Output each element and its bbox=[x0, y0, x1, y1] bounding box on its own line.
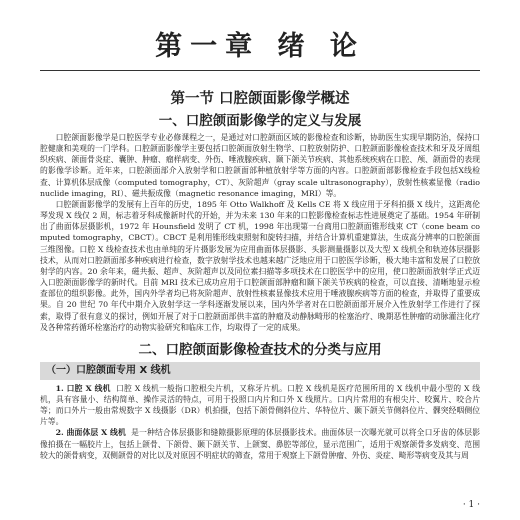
chapter-title: 第一章 绪 论 bbox=[155, 31, 365, 62]
item-2-lead: 2. 曲面体层 X 线机 bbox=[55, 428, 126, 438]
page-number: · 1 · bbox=[462, 500, 480, 510]
subsection-bar: （一）口腔颌面专用 X 线机 bbox=[40, 362, 480, 380]
paragraph-history: 口腔颌面影像学的发展有上百年的历史，1895 年 Otto Walkhoff 及 Kells CE 将 X 线应用于牙科拍摄 X 线片，这距离伦琴发现 X 线仅 2 周，标志着牙科成像新时代的开始，并为未来 130 年来的口腔影像检查标志性进展奠定了基础。1954 年研制出了曲面体层摄影机，1972 年 Hounsfield 发明了 CT 机，1998 年出现第一台商用口腔颌面锥形线束 CT（cone beam computed tomography，CBCT）。CBCT 是利用锥形线束照射和旋转扫描，并结合计算机重建算法，生成高分辨率的口腔颌面三维图像。口腔 X 线检查技术也由单纯的牙片摄影发展为应用曲面体层摄影、头影测量摄影以及大型 X 线机全和轨迹体层摄影技术，从而对口腔颌面部多种疾病进行检查，数字放射学技术也越来越广泛地应用于口腔医学诊断，极大地丰富和发展了口腔放射学的内容。20 余年来，磁共振、超声、灰阶超声以及同位素扫描等多项技术在口腔医学中的应用，使口腔颌面放射学正式迈入口腔颌面影像学的新时代。目前 MRI 技术已成功应用于口腔颌面部肿瘤和颞下颌关节疾病的检查，可以直接、清晰地显示检查部位的组织影像。此外，国内外学者均已将灰阶超声、放射性核素显像技术应用于唾液腺疾病等方面的检查，并取得了重要成果。自 20 世纪 70 年代中期介入放射学这一学科逐渐发展以来，国内外学者对在口腔颌面部开展介入性放射学工作进行了探索，取得了很有意义的探讨，例如开展了对于口腔颌面部供丰富的肿瘤及动静脉畸形的栓塞治疗、晚期恶性肿瘤的动脉灌注化疗及各种常药循环栓塞治疗的动物实验研究和临床工作，均取得了一定的成果。 bbox=[40, 199, 480, 332]
paragraph-definition: 口腔颌面影像学是口腔医学专业必修课程之一，是通过对口腔颌面区域的影像检查和诊断，协助医生实现早期防治，保持口腔健康和美观的一门学科。口腔颌面影像学主要包括口腔颌面放射生物学、口腔放射防护、口腔颌面影像检查技术和牙及牙周组织疾病、颌面骨炎症、囊肿、肿瘤、瘤样病变、外伤、唾液腺疾病、颞下颌关节疾病、其他系统疾病在口腔、颅、颌面骨的表现的影像学诊断。近年来，口腔颌面部介入放射学和口腔颌面部种植放射学等方面的内容。口腔颌面部影像检查手段包括X线检查、计算机体层成像（computed tomography，CT）、灰阶超声（gray scale ultrasonography），放射性核素显像（radionuclide imaging，RI）、磁共振成像（magnetic resonance imaging，MRI）等。 bbox=[40, 133, 480, 198]
paragraph-item-1 bbox=[40, 383, 480, 428]
heading-definition: 一、口腔颌面影像学的定义与发展 bbox=[158, 113, 362, 129]
section-title: 第一节 口腔颌面影像学概述 bbox=[170, 91, 350, 107]
item-2-text: 是一种结合体层摄影和缝隙摄影原理的体层摄影技术。曲面体层一次曝光就可以将全口牙齿的体层影像拍摄在一幅胶片上，包括上颌骨、下颌骨、颞下颌关节、上颌窦、鼻腔等部位，显示范围广，适用于观察颌骨多发病变、范围较大的颌骨病变，双侧颌骨的对比以及对原因不明症状的筛查，常用于观察上下颌骨肿瘤、外伤、炎症、畸形等病变及其与周 bbox=[40, 428, 480, 460]
chapter-rule bbox=[40, 70, 480, 71]
paragraph-item-2 bbox=[40, 427, 480, 460]
item-1-lead: 1. 口腔 X 线机 bbox=[55, 383, 111, 393]
item-1-text: 口腔 X 线机一般指口腔根尖片机，又称牙片机。口腔 X 线机是医疗范围所用的 X 线机中最小型的 X 线机，具有容量小、结构简单、操作灵活的特点，可用于投照口内片和口外 X 线照片。口内片常用的有根尖片、咬翼片、咬合片等；而口外片一般由常规数字 X 线摄影（DR）机拍摄，包括下颌骨侧斜位片、华特位片、颞下颌关节侧斜位片、髁突经咽侧位片等。 bbox=[40, 383, 480, 427]
heading-classification: 二、口腔颌面影像检查技术的分类与应用 bbox=[138, 341, 382, 358]
